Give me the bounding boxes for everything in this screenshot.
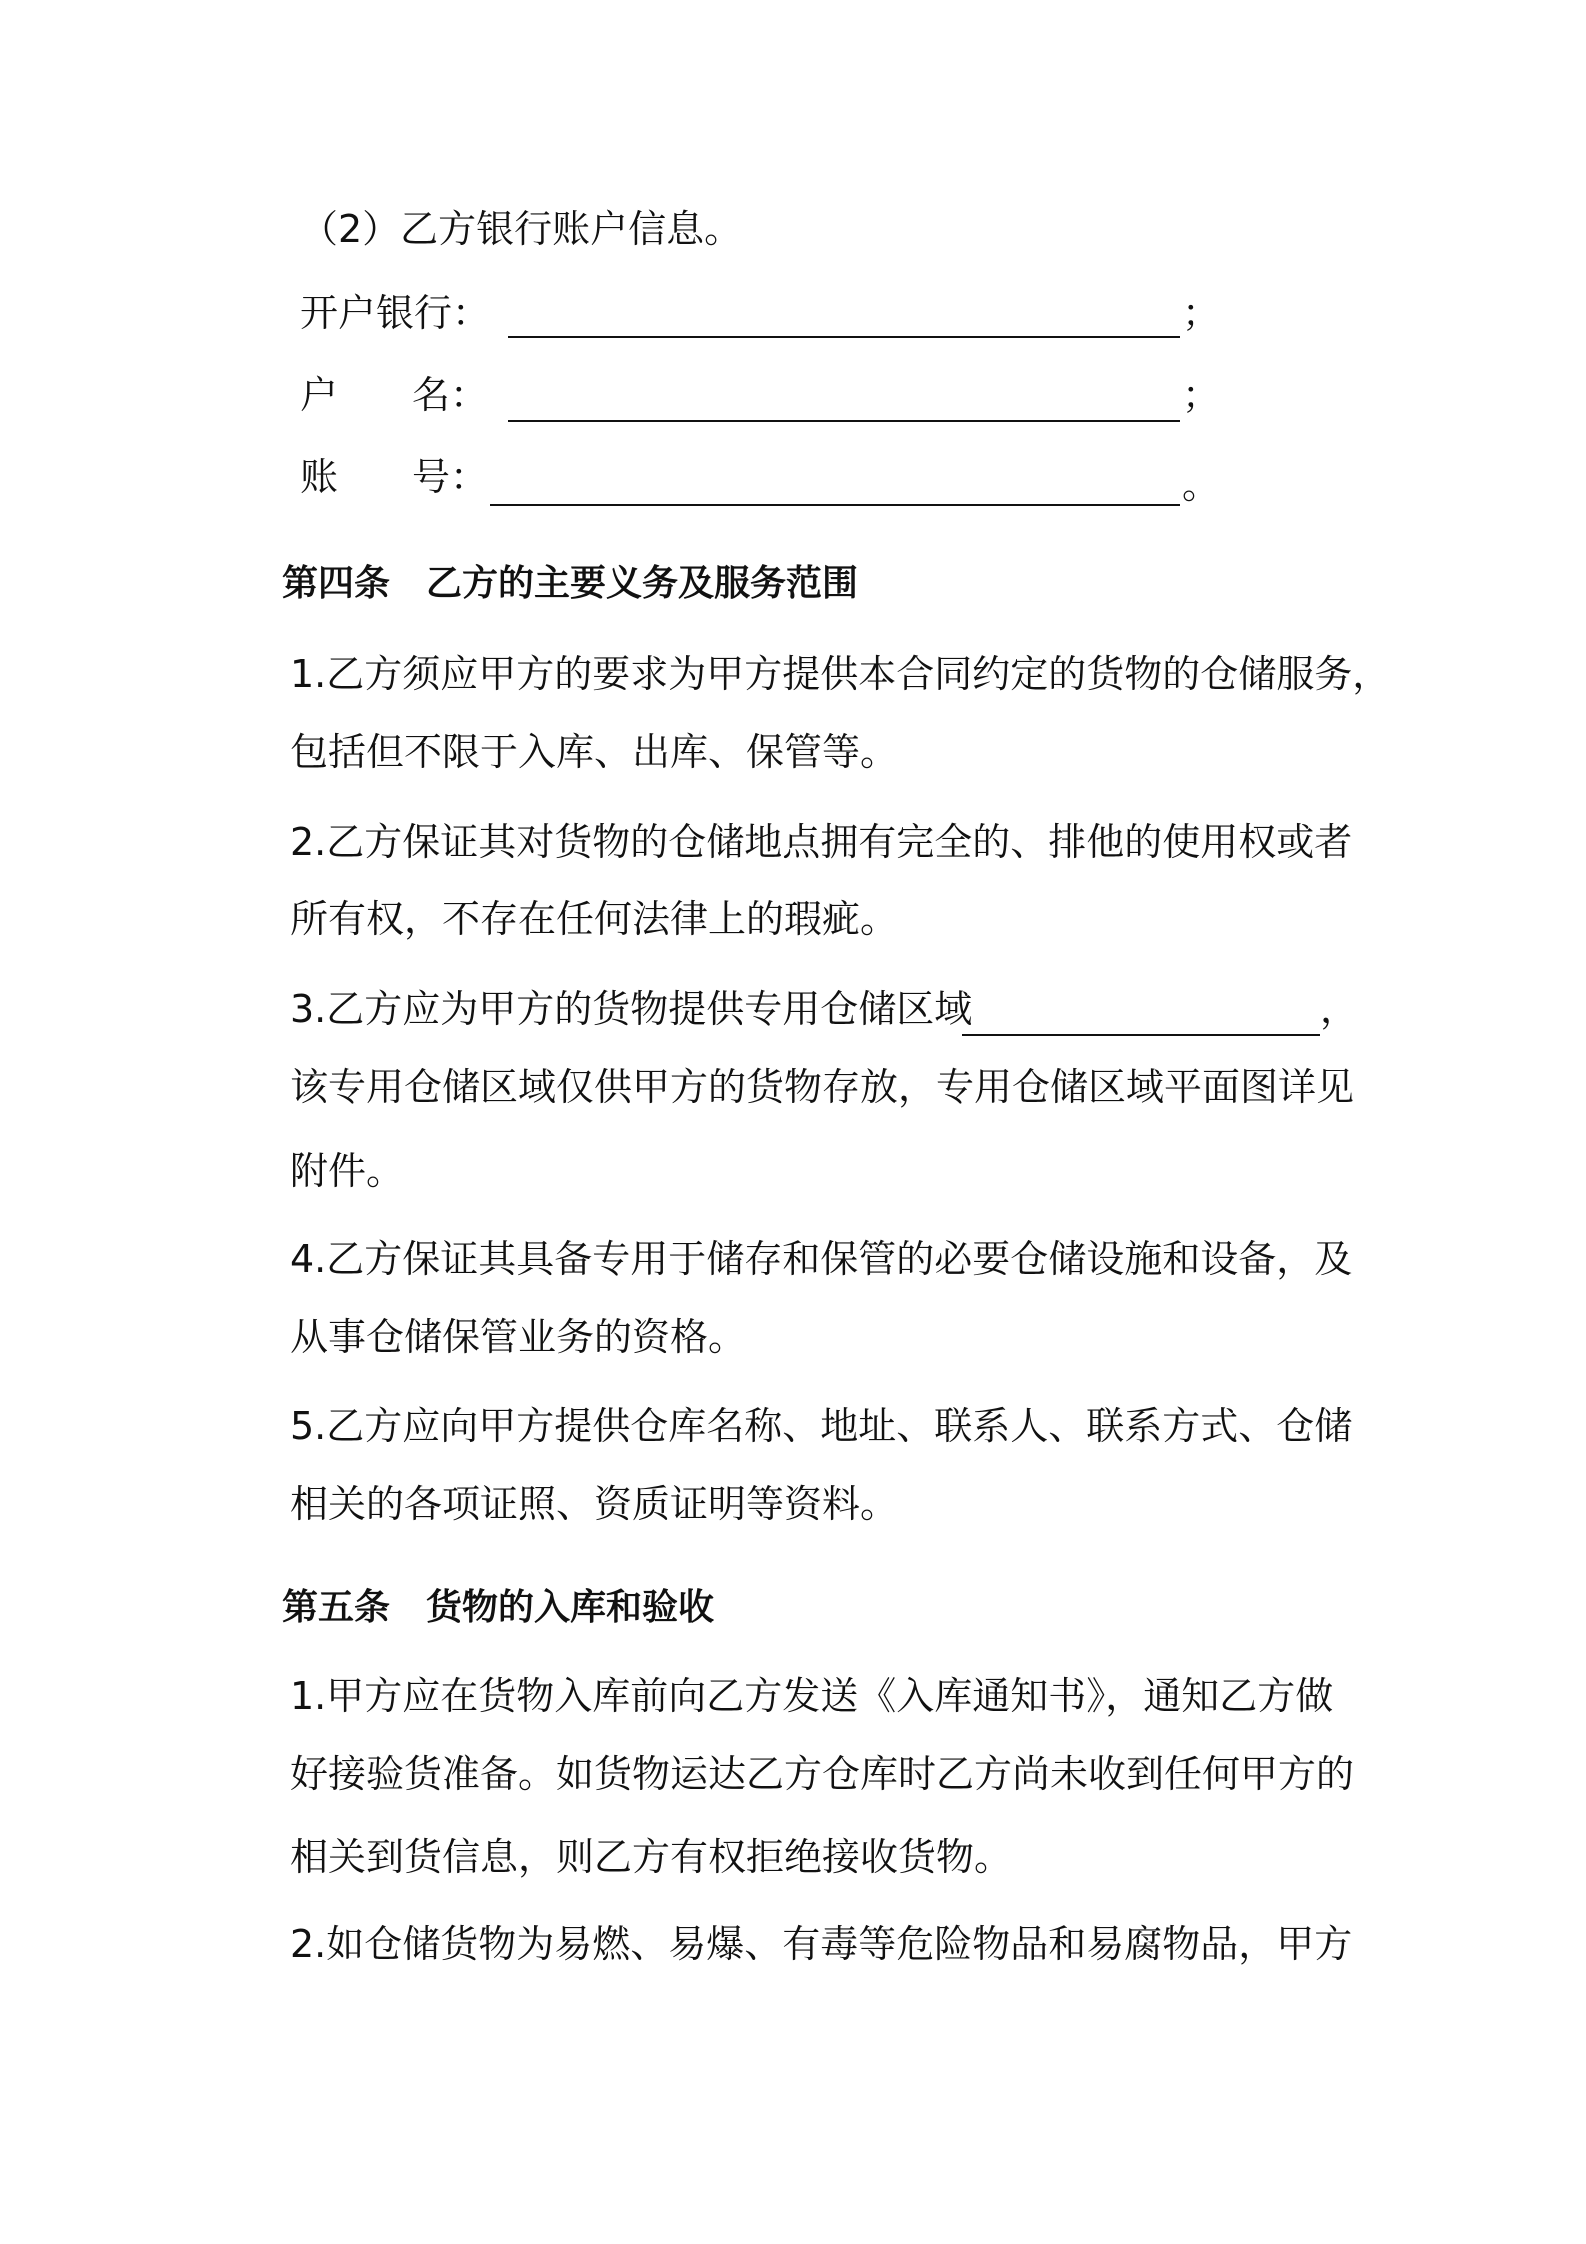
article4-item3-line3: 附件。 — [290, 1149, 405, 1193]
bank-info-heading: （2）乙方银行账户信息。 — [300, 207, 743, 251]
storage-area-blank[interactable] — [962, 1034, 1320, 1036]
article4-item5-line2: 相关的各项证照、资质证明等资料。 — [290, 1482, 899, 1526]
bank-name-blank[interactable] — [508, 336, 1180, 338]
account-name-blank[interactable] — [508, 420, 1180, 422]
storage-area-end: ， — [1320, 987, 1359, 1031]
account-number-label-b: 号： — [412, 455, 489, 499]
account-number-end: 。 — [1182, 463, 1221, 507]
article5-item1-line1: 1.甲方应在货物入库前向乙方发送《入库通知书》，通知乙方做 — [290, 1674, 1334, 1718]
article5-item1-line3: 相关到货信息，则乙方有权拒绝接收货物。 — [290, 1835, 1013, 1879]
article4-item2-line1: 2.乙方保证其对货物的仓储地点拥有完全的、排他的使用权或者 — [290, 820, 1353, 864]
account-name-label-b: 名： — [412, 373, 489, 417]
article4-item3-line2: 该专用仓储区域仅供甲方的货物存放，专用仓储区域平面图详见 — [290, 1065, 1355, 1109]
article5-item2-line1: 2.如仓储货物为易燃、易爆、有毒等危险物品和易腐物品，甲方 — [290, 1922, 1353, 1966]
article4-item1-line1: 1.乙方须应甲方的要求为甲方提供本合同约定的货物的仓储服务， — [290, 652, 1391, 696]
article5-title: 第五条 货物的入库和验收 — [282, 1587, 715, 1628]
article4-title: 第四条 乙方的主要义务及服务范围 — [282, 563, 859, 604]
account-name-end: ； — [1182, 373, 1221, 417]
article4-item5-line1: 5.乙方应向甲方提供仓库名称、地址、联系人、联系方式、仓储 — [290, 1404, 1353, 1448]
account-name-label-a: 户 — [300, 373, 339, 417]
article4-item4-line2: 从事仓储保管业务的资格。 — [290, 1315, 747, 1359]
article4-item3-line1: 3.乙方应为甲方的货物提供专用仓储区域 — [290, 987, 973, 1031]
bank-name-end: ； — [1182, 291, 1221, 335]
account-number-blank[interactable] — [490, 504, 1180, 506]
article5-item1-line2: 好接验货准备。如货物运达乙方仓库时乙方尚未收到任何甲方的 — [290, 1752, 1355, 1796]
bank-name-label: 开户银行： — [300, 291, 491, 335]
account-number-label-a: 账 — [300, 455, 339, 499]
article4-item2-line2: 所有权，不存在任何法律上的瑕疵。 — [290, 897, 899, 941]
article4-item4-line1: 4.乙方保证其具备专用于储存和保管的必要仓储设施和设备，及 — [290, 1237, 1353, 1281]
article4-item1-line2: 包括但不限于入库、出库、保管等。 — [290, 730, 899, 774]
